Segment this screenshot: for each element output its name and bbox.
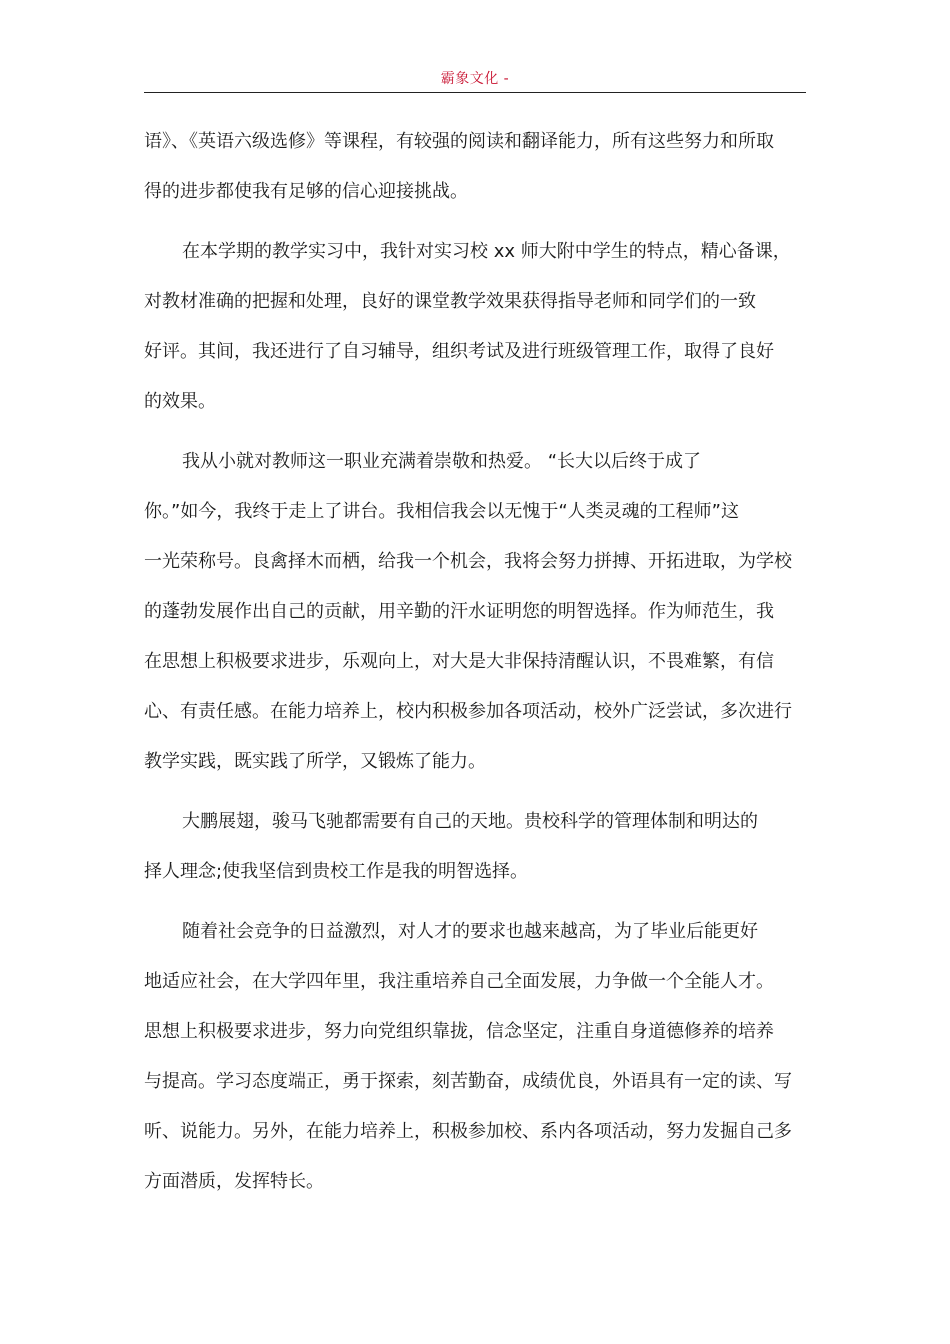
text-line: 地适应社会，在大学四年里，我注重培养自己全面发展，力争做一个全能人才。 [144,971,774,992]
document-body [144,117,806,1217]
text-line: 教学实践，既实践了所学，又锻炼了能力。 [144,751,486,772]
text-line: 大鹏展翅，骏马飞驰都需要有自己的天地。贵校科学的管理体制和明达的 [182,811,758,832]
text-line: 方面潜质，发挥特长。 [144,1171,324,1192]
paragraph-1 [144,117,806,217]
text-line: 你。”如今，我终于走上了讲台。我相信我会以无愧于“人类灵魂的工程师”这 [144,501,739,522]
text-line: 思想上积极要求进步，努力向党组织靠拢，信念坚定，注重自身道德修养的培养 [144,1021,774,1042]
text-line: 语》、《英语六级选修》等课程，有较强的阅读和翻译能力，所有这些努力和所取 [144,131,774,152]
header-title: 霸象文化 - [440,71,510,87]
text-line: 的蓬勃发展作出自己的贡献，用辛勤的汗水证明您的明智选择。作为师范生，我 [144,601,774,622]
text-line: 好评。其间，我还进行了自习辅导，组织考试及进行班级管理工作，取得了良好 [144,341,774,362]
text-line-first [144,437,806,487]
text-line-first [144,227,806,277]
text-line: 在本学期的教学实习中，我针对实习校 xx 师大附中学生的特点，精心备课， [182,241,791,262]
text-line: 听、说能力。另外，在能力培养上，积极参加校、系内各项活动，努力发掘自己多 [144,1121,792,1142]
text-line: 择人理念;使我坚信到贵校工作是我的明智选择。 [144,861,529,882]
text-line-first [144,907,806,957]
text-line: 随着社会竞争的日益激烈，对人才的要求也越来越高，为了毕业后能更好 [182,921,758,942]
text-line-first [144,797,806,847]
paragraph-3 [144,437,806,787]
paragraph-2 [144,227,806,427]
text-line: 我从小就对教师这一职业充满着崇敬和热爱。 “长大以后终于成了 [182,451,702,472]
text-line: 在思想上积极要求进步，乐观向上，对大是大非保持清醒认识，不畏难繁，有信 [144,651,774,672]
text-line: 一光荣称号。良禽择木而栖，给我一个机会，我将会努力拼搏、开拓进取，为学校 [144,551,792,572]
text-line: 心、有责任感。在能力培养上，校内积极参加各项活动，校外广泛尝试，多次进行 [144,701,792,722]
text-line: 得的进步都使我有足够的信心迎接挑战。 [144,181,468,202]
paragraph-4 [144,797,806,897]
text-line: 对教材准确的把握和处理，良好的课堂教学效果获得指导老师和同学们的一致 [144,291,756,312]
text-line: 与提高。学习态度端正，勇于探索，刻苦勤奋，成绩优良，外语具有一定的读、写 [144,1071,792,1092]
text-line: 的效果。 [144,391,216,412]
page-header [144,66,806,93]
paragraph-5 [144,907,806,1207]
